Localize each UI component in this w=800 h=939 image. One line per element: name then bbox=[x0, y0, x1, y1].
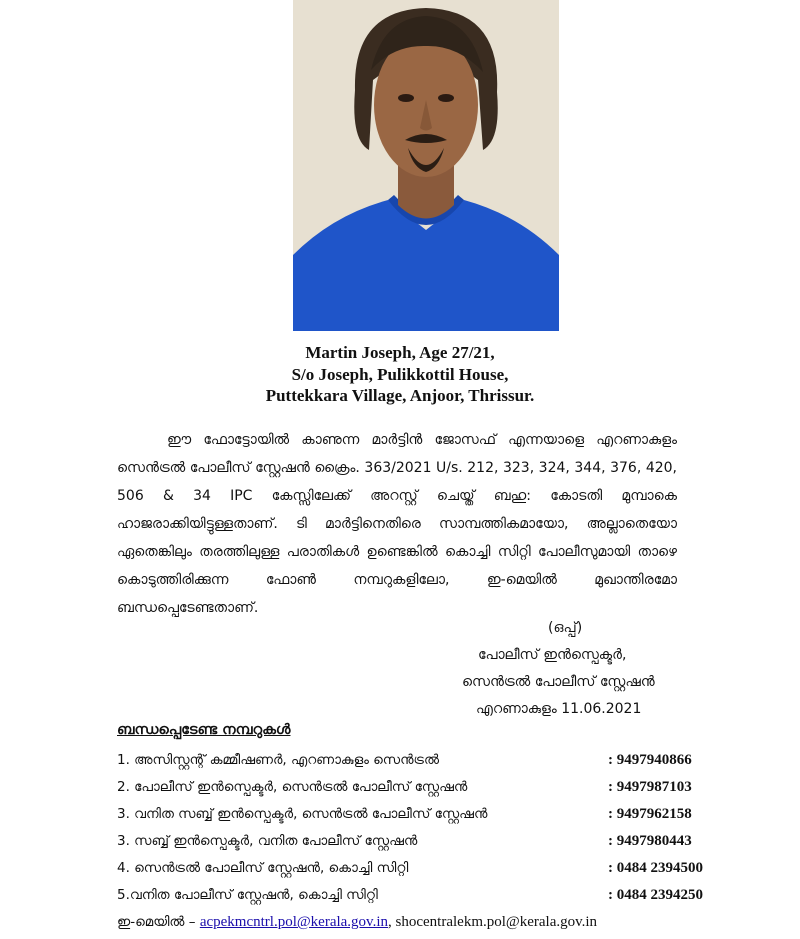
signature-station: സെൻട്രൽ പോലീസ് സ്റ്റേഷൻ bbox=[462, 674, 655, 690]
suspect-address: Puttekkara Village, Anjoor, Thrissur. bbox=[265, 386, 535, 405]
contact-label: 4. സെൻട്രൽ പോലീസ് സ്റ്റേഷൻ, കൊച്ചി സിറ്റി bbox=[117, 860, 409, 876]
contact-phone: : 9497987103 bbox=[608, 779, 692, 795]
contact-phone: : 9497980443 bbox=[608, 833, 692, 849]
contact-label: 1. അസിസ്റ്റന്റ് കമ്മീഷണർ, എറണാകുളം സെൻട്രൽ bbox=[117, 752, 439, 768]
signature-signed: (ഒപ്പ്) bbox=[548, 620, 583, 636]
contact-phone: : 0484 2394500 bbox=[608, 860, 703, 876]
email-row bbox=[117, 914, 717, 931]
suspect-details bbox=[0, 342, 800, 407]
signature-place-date: എറണാകുളം 11.06.2021 bbox=[476, 701, 642, 717]
email-address-sho: shocentralekm.pol@kerala.gov.in bbox=[395, 914, 598, 930]
contact-label: 3. വനിത സബ്ബ് ഇൻസ്പെക്ടർ, സെൻട്രൽ പോലീസ് സ്റ്റേഷൻ bbox=[117, 806, 488, 822]
notice-paragraph: ഈ ഫോട്ടോയിൽ കാണുന്ന മാർട്ടിൻ ജോസഫ് എന്നയാളെ എറണാകുളം സെൻട്രൽ പോലീസ് സ്റ്റേഷൻ ക്രൈം. 363/2021 U/s. 212, 323, 324, 344, 376, 420, 506 & 34 IPC കേസ്സിലേക്ക് അറസ്റ്റ് ചെയ്ത് ബഹു: കോടതി മുമ്പാകെ ഹാജരാക്കിയിട്ടുള്ളതാണ്. ടി മാർട്ടിനെതിരെ സാമ്പത്തികമായോ, അല്ലാതെയോ ഏതെങ്കിലും തരത്തിലുള്ള പരാതികൾ ഉണ്ടെങ്കിൽ കൊച്ചി സിറ്റി പോലീസുമായി താഴെ കൊടുത്തിരിക്കുന്ന ഫോൺ നമ്പറുകളിലോ, ഇ-മെയിൽ മുഖാന്തിരമോ ബന്ധപ്പെടേണ്ടതാണ്. bbox=[117, 432, 677, 616]
suspect-name-age: Martin Joseph, Age 27/21, bbox=[305, 343, 495, 362]
suspect-photo-image bbox=[293, 0, 559, 331]
email-dash: – bbox=[184, 914, 200, 930]
contact-phone: : 9497962158 bbox=[608, 806, 692, 822]
contact-label: 3. സബ്ബ് ഇൻസ്പെക്ടർ, വനിത പോലീസ് സ്റ്റേഷൻ bbox=[117, 833, 418, 849]
signature-designation: പോലീസ് ഇൻസ്പെക്ടർ, bbox=[478, 647, 627, 663]
email-label: ഇ-മെയിൽ bbox=[117, 914, 185, 930]
contact-phone: : 0484 2394250 bbox=[608, 887, 703, 903]
contact-row bbox=[117, 752, 717, 778]
contact-row bbox=[117, 860, 717, 886]
email-link-acp[interactable]: acpekmcntrl.pol@kerala.gov.in bbox=[199, 914, 389, 930]
contact-label: 5.വനിത പോലീസ് സ്റ്റേഷൻ, കൊച്ചി സിറ്റി bbox=[117, 887, 378, 903]
email-separator: , bbox=[388, 914, 396, 930]
contact-row bbox=[117, 779, 717, 805]
contacts-heading: ബന്ധപ്പെടേണ്ട നമ്പറുകൾ bbox=[117, 722, 291, 738]
suspect-photo bbox=[293, 0, 559, 331]
contact-phone: : 9497940866 bbox=[608, 752, 692, 768]
suspect-parent-house: S/o Joseph, Pulikkottil House, bbox=[291, 364, 509, 384]
contact-row bbox=[117, 887, 717, 913]
contact-row bbox=[117, 806, 717, 832]
contact-row bbox=[117, 833, 717, 859]
contact-label: 2. പോലീസ് ഇൻസ്പെക്ടർ, സെൻട്രൽ പോലീസ് സ്റ്റേഷൻ bbox=[117, 779, 468, 795]
